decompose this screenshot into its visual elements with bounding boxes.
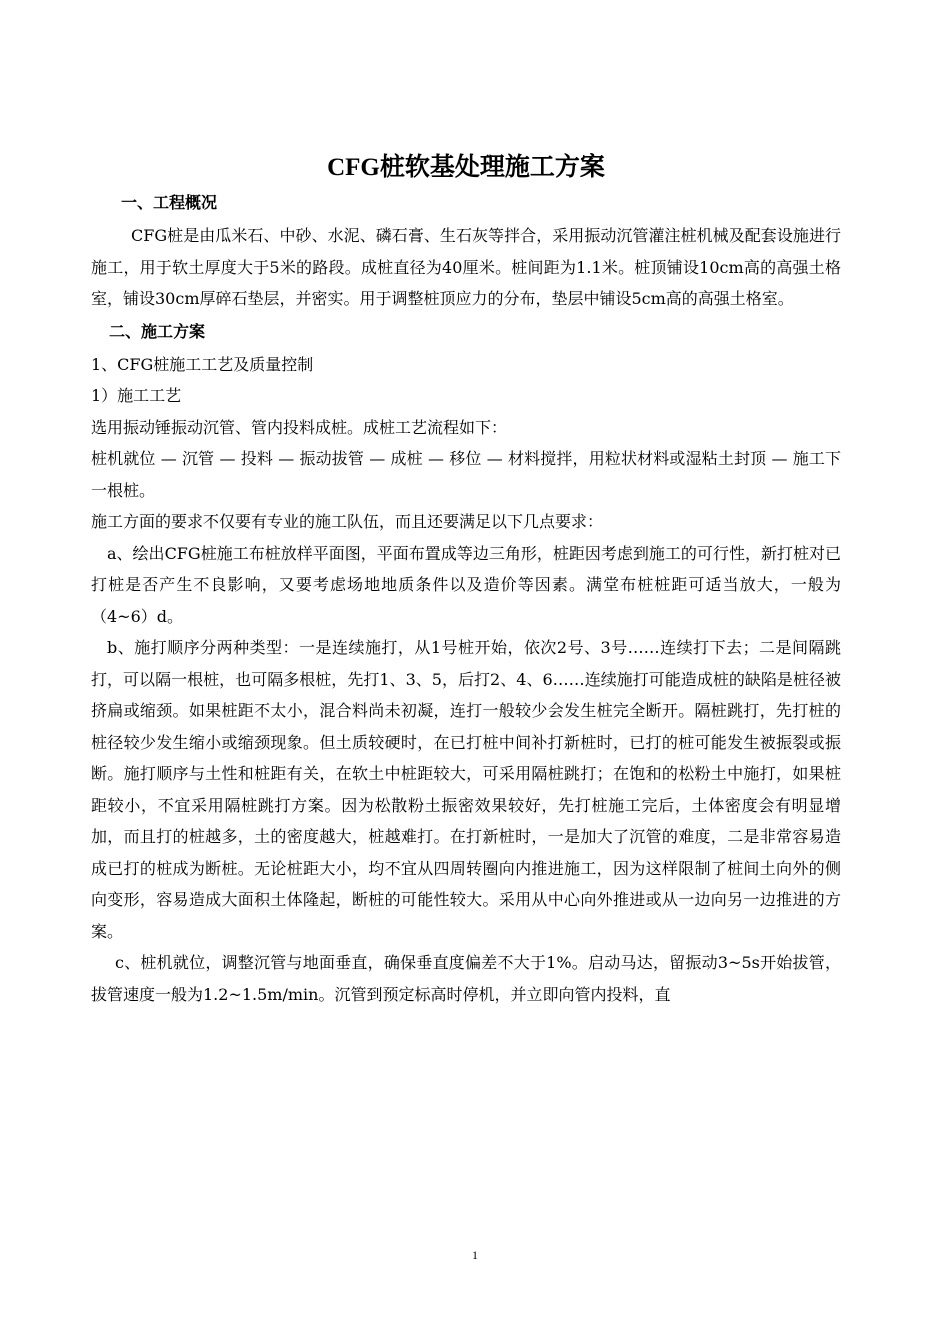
subheading-process: 1）施工工艺 [91,386,182,405]
paragraph-requirement-a: a、绘出CFG桩施工布桩放样平面图，平面布置成等边三角形，桩距因考虑到施工的可行性，新打桩对已打桩是否产生不良影响，又要考虑场地地质条件以及造价等因素。满堂布桩桩距可适当放大，一般为（4~6）d。 [91,543,841,626]
paragraph-process-flow: 桩机就位 — 沉管 — 投料 — 振动拔管 — 成桩 — 移位 — 材料搅拌，用粒状材料或湿粘土封顶 — 施工下一根桩。 [91,449,841,500]
paragraph-requirement-b: b、施打顺序分两种类型：一是连续施打，从1号桩开始，依次2号、3号……连续打下去；二是间隔跳打，可以隔一根桩，也可隔多根桩，先打1、3、5，后打2、4、6……连续施打可能造成桩的缺陷是桩径被挤扁或缩颈。如果桩距不太小，混合料尚未初凝，连打一般较少会发生桩完全断开。隔桩跳打，先打桩的桩径较少发生缩小或缩颈现象。但土质较硬时，在已打桩中间补打新桩时，已打的桩可能发生被振裂或振断。施打顺序与土性和桩距有关，在软土中桩距较大，可采用隔桩跳打；在饱和的松粉土中施打，如果桩距较小，不宜采用隔桩跳打方案。因为松散粉土振密效果较好，先打桩施工完后，土体密度会有明显增加，而且打的桩越多，土的密度越大，桩越难打。在打新桩时，一是加大了沉管的难度，二是非常容易造成已打的桩成为断桩。无论桩距大小，均不宜从四周转圈向内推进施工，因为这样限制了桩间土向外的侧向变形，容易造成大面积土体隆起，断桩的可能性较大。采用从中心向外推进或从一边向另一边推进的方案。 [91,638,841,941]
paragraph-requirements-intro: 施工方面的要求不仅要有专业的施工队伍，而且还要满足以下几点要求： [91,512,604,531]
section-heading-plan: 二、施工方案 [109,321,206,341]
document-title: CFG桩软基处理施工方案 [327,154,605,181]
paragraph-overview: CFG桩是由瓜米石、中砂、水泥、磷石膏、生石灰等拌合，采用振动沉管灌注桩机械及配套设施进行施工，用于软土厚度大于5米的路段。成桩直径为40厘米。桩间距为1.1米。桩顶铺设10cm高的高强土格室，铺设30cm厚碎石垫层，并密实。用于调整桩顶应力的分布，垫层中铺设5cm高的高强土格室。 [91,226,841,308]
subheading-quality-control: 1、CFG桩施工工艺及质量控制 [91,354,314,374]
document-body [91,150,841,1010]
paragraph-requirement-c: c、桩机就位，调整沉管与地面垂直，确保垂直度偏差不大于1%。启动马达，留振动3~5s开始拔管，拔管速度一般为1.2~1.5m/min。沉管到预定标高时停机，并立即向管内投料，直 [91,953,841,1004]
paragraph-process-intro: 选用振动锤振动沉管、管内投料成桩。成桩工艺流程如下： [91,417,508,437]
page-number: 1 [472,1248,478,1262]
section-heading-overview: 一、工程概况 [121,193,218,212]
